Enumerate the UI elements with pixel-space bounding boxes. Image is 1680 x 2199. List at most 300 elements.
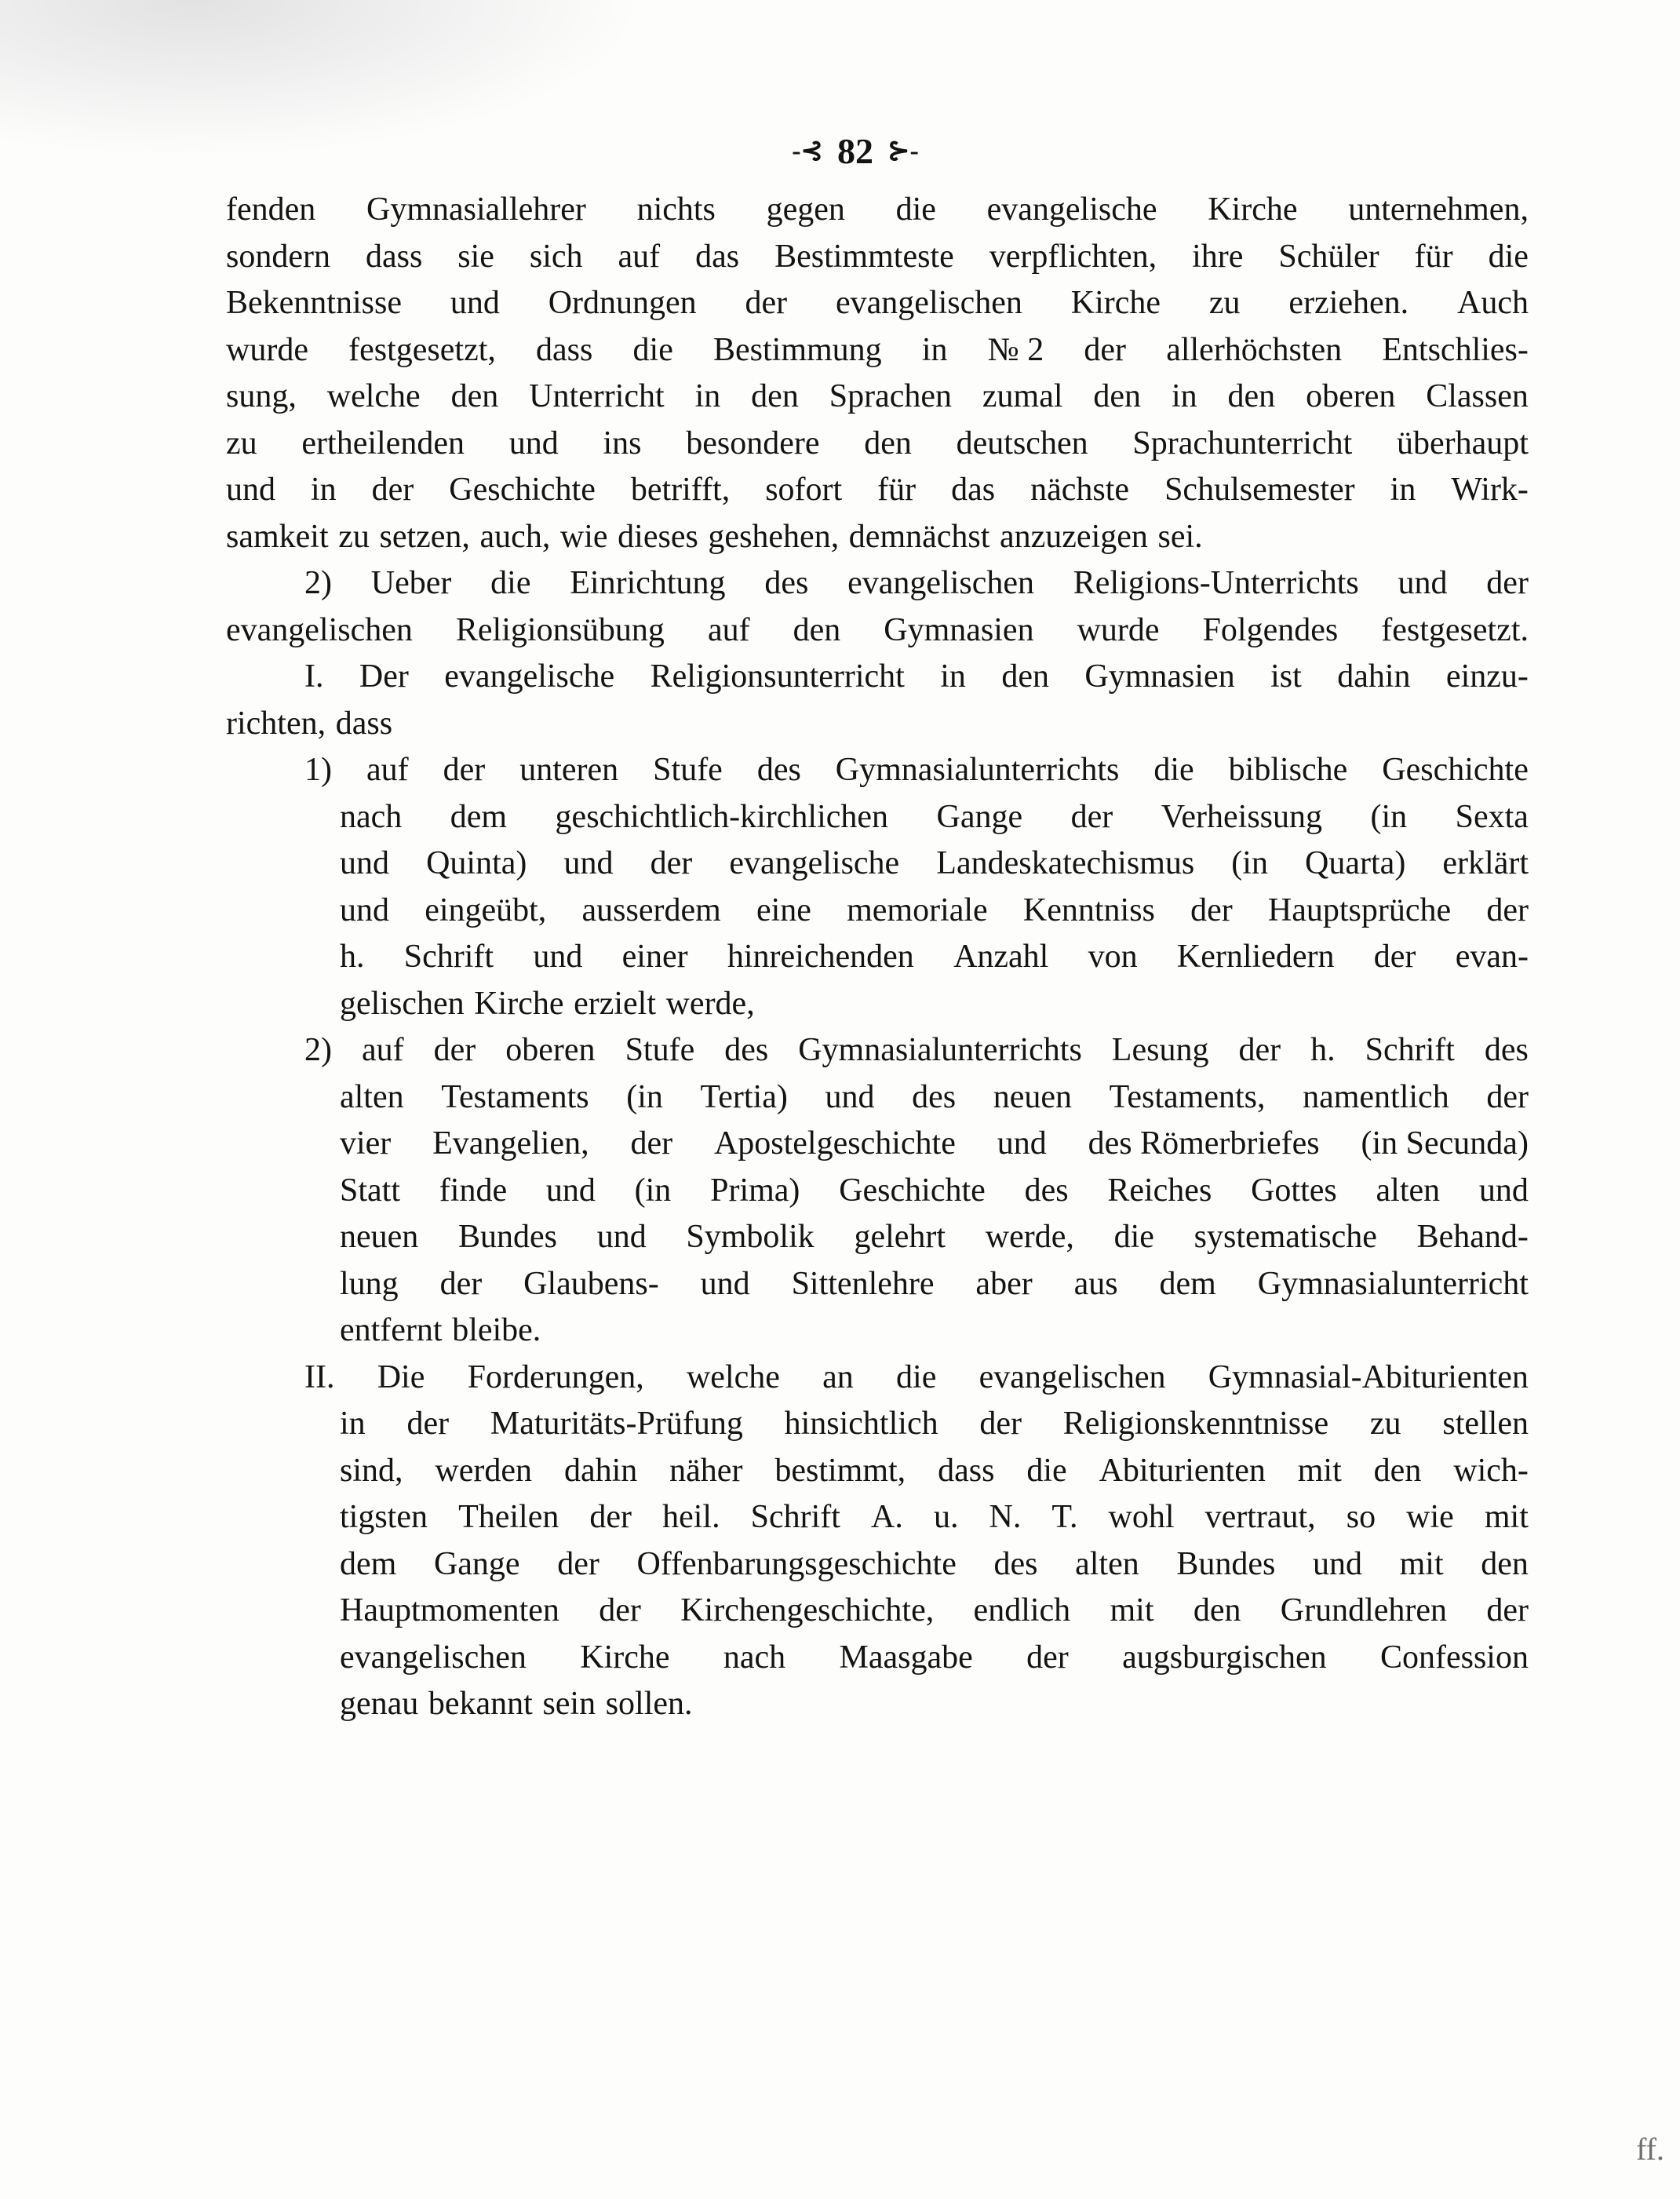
text-line — [226, 841, 1529, 888]
word: sie — [457, 238, 494, 275]
text-line — [226, 794, 1529, 841]
word: I. — [304, 658, 324, 695]
word: alten — [1376, 1172, 1441, 1209]
word: welche — [326, 378, 421, 414]
word: des — [1484, 1032, 1529, 1068]
word: endlich — [973, 1592, 1071, 1628]
word: neuen — [993, 1078, 1072, 1115]
word: Wirk- — [1451, 472, 1529, 508]
word: und — [596, 1219, 647, 1255]
word: festgesetzt, — [348, 331, 496, 368]
word: 1) — [304, 752, 332, 788]
word: Kernliedern — [1176, 939, 1335, 975]
word: evan- — [1455, 939, 1529, 975]
word: die — [1113, 1219, 1154, 1255]
word: die — [1153, 752, 1194, 788]
text-line — [226, 560, 1529, 607]
word: Gymnasialunterrichts — [835, 752, 1120, 788]
word: systematische — [1193, 1219, 1377, 1255]
word: so — [1346, 1499, 1376, 1535]
word: fenden — [226, 191, 316, 228]
word: der — [1190, 892, 1233, 928]
word: den — [1193, 1592, 1241, 1628]
word: Stufe — [653, 752, 723, 788]
word: anzuzeigen — [1000, 518, 1148, 555]
word: bestimmt, — [774, 1452, 906, 1489]
word: augsburgischen — [1122, 1639, 1327, 1676]
word: tigsten — [340, 1499, 428, 1535]
word: dem — [1159, 1265, 1216, 1302]
word: evangelische — [444, 658, 615, 695]
word: die — [632, 331, 673, 368]
text-line — [226, 421, 1529, 468]
word: die — [1488, 238, 1529, 275]
word: der — [1026, 1639, 1069, 1676]
word: stellen — [1442, 1406, 1529, 1442]
word: den — [450, 378, 499, 414]
word: namentlich — [1303, 1078, 1449, 1115]
word: welche — [686, 1358, 780, 1395]
word: Bundes — [458, 1219, 557, 1255]
word: gegen — [766, 191, 845, 228]
word: den — [751, 378, 799, 414]
word: evangelischen — [226, 611, 413, 648]
word: Gange — [936, 798, 1023, 835]
word: des — [912, 1078, 957, 1115]
word: deutschen — [956, 425, 1088, 461]
body-text — [226, 187, 1529, 1728]
word: werde, — [985, 1219, 1074, 1255]
word: Apostelgeschichte — [713, 1125, 956, 1161]
word: nächste — [1030, 472, 1130, 508]
word: (in — [626, 1078, 663, 1115]
word: Unterricht — [529, 378, 665, 414]
word: Glaubens- — [523, 1265, 659, 1302]
word: wohl — [1108, 1499, 1175, 1535]
word: Abiturienten — [1099, 1452, 1266, 1489]
word: der — [443, 752, 486, 788]
page-number-header — [730, 127, 981, 174]
text-line — [226, 514, 1529, 561]
text-line — [226, 934, 1529, 981]
word: Ueber — [370, 565, 452, 601]
word: des — [756, 752, 801, 788]
word: Bestimmteste — [774, 238, 954, 275]
word: dahin — [563, 1452, 638, 1489]
word: Gymnasialunterricht — [1257, 1265, 1529, 1302]
word: Gymnasialunterrichts — [798, 1032, 1082, 1068]
word: der — [371, 472, 414, 508]
word: der — [557, 1545, 599, 1582]
text-line — [226, 374, 1529, 421]
word: evangelische — [986, 191, 1157, 228]
word: der — [433, 1032, 476, 1068]
word: dass — [938, 1452, 995, 1489]
word: Anzahl — [953, 939, 1049, 975]
word: u. — [933, 1499, 959, 1535]
word: der — [1238, 1032, 1281, 1068]
word: der — [1486, 1592, 1529, 1628]
paper-stain — [0, 0, 643, 157]
word: Geschichte — [839, 1172, 986, 1209]
word: der — [1486, 892, 1529, 928]
word: Der — [359, 658, 409, 695]
word: das — [951, 472, 996, 508]
word: und — [533, 939, 583, 975]
word: Testaments — [441, 1078, 589, 1115]
word: Hauptsprüche — [1267, 892, 1452, 928]
word: evangelischen — [836, 285, 1022, 321]
text-line — [226, 187, 1529, 234]
word: in — [310, 472, 337, 508]
word: oberen — [505, 1032, 596, 1068]
word: Gottes — [1251, 1172, 1337, 1209]
word: Quarta) — [1305, 845, 1406, 881]
word: den — [1001, 658, 1049, 695]
word: Tertia) — [700, 1078, 788, 1115]
word: Symbolik — [686, 1219, 814, 1255]
word: Hauptmomenten — [340, 1592, 559, 1628]
word: des — [993, 1545, 1038, 1582]
word: auf — [707, 611, 750, 648]
word: Testaments, — [1109, 1078, 1266, 1115]
word: der — [1486, 565, 1529, 601]
word: und — [545, 1172, 596, 1209]
word: zu — [338, 518, 370, 555]
word: eine — [756, 892, 811, 928]
word: sollen. — [605, 1686, 693, 1722]
word: Theilen — [458, 1499, 559, 1535]
word: Bekenntnisse — [226, 285, 402, 321]
word: sich — [529, 238, 583, 275]
word: richten, — [226, 705, 326, 742]
word: ausserdem — [581, 892, 721, 928]
word: in — [694, 378, 721, 414]
word: den — [1373, 1452, 1422, 1489]
word: für — [877, 472, 917, 508]
word: Forderungen, — [467, 1358, 644, 1395]
word: Reiches — [1107, 1172, 1212, 1209]
word: evangelischen — [340, 1639, 527, 1676]
word: besondere — [686, 425, 820, 461]
word: Sexta — [1455, 798, 1529, 835]
text-line — [226, 1214, 1529, 1261]
word: Schrift — [1365, 1032, 1455, 1068]
word: Einrichtung — [570, 565, 726, 601]
word: sondern — [226, 238, 330, 275]
word: Schrift — [403, 939, 494, 975]
word: Geschichte — [1382, 752, 1529, 788]
word: Verheissung — [1161, 798, 1323, 835]
word: Gymnasiallehrer — [366, 191, 586, 228]
word: Religionsübung — [455, 611, 665, 648]
word: Entschlies- — [1382, 331, 1529, 368]
word: Religions-Unterrichts — [1073, 565, 1359, 601]
word: oberen — [1306, 378, 1396, 414]
word: nach — [340, 798, 403, 835]
word: dass — [536, 331, 593, 368]
word: und — [997, 1125, 1047, 1161]
word: Kirche — [1070, 285, 1161, 321]
word: ertheilenden — [301, 425, 465, 461]
word: memoriale — [847, 892, 988, 928]
word: sind, — [340, 1452, 403, 1489]
word: des Römerbriefes — [1088, 1125, 1320, 1161]
word: Sittenlehre — [791, 1265, 935, 1302]
word: der — [406, 1406, 450, 1442]
word: Schüler — [1278, 238, 1379, 275]
word: ins — [603, 425, 642, 461]
word: A. — [871, 1499, 903, 1535]
word: auf — [618, 238, 661, 275]
word: vertraut, — [1204, 1499, 1316, 1535]
ornament-left: -⊰ — [792, 137, 823, 166]
word: Quinta) — [426, 845, 527, 881]
word: auf — [362, 1032, 404, 1068]
word: zu — [1369, 1406, 1401, 1442]
text-line — [226, 1494, 1529, 1541]
word: nach — [723, 1639, 786, 1676]
word: der — [650, 845, 693, 881]
word: biblische — [1228, 752, 1348, 788]
word: betrifft, — [630, 472, 731, 508]
word: (in — [1231, 845, 1268, 881]
word: für — [1414, 238, 1453, 275]
word: finde — [439, 1172, 508, 1209]
word: alten — [340, 1078, 404, 1115]
word: auf — [366, 752, 409, 788]
word: nichts — [636, 191, 716, 228]
text-line — [226, 1121, 1529, 1168]
word: Gymnasial-Abiturienten — [1208, 1358, 1529, 1395]
word: unternehmen, — [1348, 191, 1529, 228]
word: der — [599, 1592, 641, 1628]
word: Schulsemester — [1164, 472, 1355, 508]
word: geshehen, — [708, 518, 840, 555]
word: Auch — [1457, 285, 1529, 321]
word: und — [340, 845, 389, 881]
word: in — [1390, 472, 1416, 508]
word: der — [1084, 331, 1127, 368]
word: den — [864, 425, 912, 461]
word: Schrift — [750, 1499, 840, 1535]
word: dem — [450, 798, 508, 835]
word: Statt — [340, 1172, 401, 1209]
word: überhaupt — [1397, 425, 1529, 461]
word: Kenntniss — [1022, 892, 1155, 928]
word: wie — [1406, 1499, 1454, 1535]
word: Offenbarungsgeschichte — [636, 1545, 957, 1582]
word: die — [1026, 1452, 1067, 1489]
word: Gymnasien — [884, 611, 1034, 648]
word: in — [940, 658, 966, 695]
word: N. — [989, 1499, 1022, 1535]
word: und — [825, 1078, 875, 1115]
text-line — [226, 1681, 1529, 1728]
text-line — [226, 1307, 1529, 1355]
word: sung, — [226, 378, 297, 414]
word: (in — [634, 1172, 672, 1209]
word: sein — [542, 1686, 596, 1722]
word: aus — [1073, 1265, 1118, 1302]
word: einzu- — [1445, 658, 1529, 695]
word: gelischen — [340, 985, 465, 1022]
word: evangelischen — [978, 1358, 1166, 1395]
word: (in Secunda) — [1361, 1125, 1529, 1161]
word: unteren — [519, 752, 619, 788]
word: Kirche — [474, 985, 564, 1022]
word: und — [1313, 1545, 1362, 1582]
word: den — [1481, 1545, 1529, 1582]
word: der — [1486, 1078, 1529, 1115]
corner-mark: ff. — [1636, 2132, 1664, 2167]
word: und — [700, 1265, 750, 1302]
word: wurde — [226, 331, 308, 368]
word: das — [695, 238, 740, 275]
text-line — [226, 888, 1529, 935]
word: einer — [621, 939, 688, 975]
word: eingeübt, — [425, 892, 547, 928]
word: die — [895, 191, 936, 228]
word: der — [745, 285, 788, 321]
text-line — [226, 1074, 1529, 1121]
word: hinsichtlich — [784, 1406, 938, 1442]
word: 2) — [304, 565, 332, 601]
word: und — [1478, 1172, 1529, 1209]
text-line — [226, 1168, 1529, 1215]
word: in — [921, 331, 948, 368]
word: Geschichte — [449, 472, 596, 508]
word: Sprachen — [829, 378, 952, 414]
word: wurde — [1077, 611, 1160, 648]
word: der — [1373, 939, 1416, 975]
word: an — [822, 1358, 854, 1395]
word: Stufe — [625, 1032, 695, 1068]
word: mit — [1399, 1545, 1444, 1582]
word: geschichtlich-kirchlichen — [555, 798, 889, 835]
word: Religionskenntnisse — [1062, 1406, 1329, 1442]
word: Kirche — [580, 1639, 670, 1676]
word: heil. — [662, 1499, 720, 1535]
word: der — [630, 1125, 673, 1161]
word: T. — [1051, 1499, 1078, 1535]
word: festgesetzt. — [1381, 611, 1529, 648]
ornament-right: ⊱- — [887, 137, 919, 166]
word: Die — [377, 1358, 425, 1395]
word: Bundes — [1176, 1545, 1276, 1582]
word: genau — [340, 1686, 419, 1722]
word: setzen, — [379, 518, 470, 555]
word: Landeskatechismus — [936, 845, 1195, 881]
word: entfernt — [340, 1312, 443, 1348]
word: Kirche — [1208, 191, 1298, 228]
word: aber — [975, 1265, 1033, 1302]
text-line — [226, 654, 1529, 701]
word: der — [979, 1406, 1022, 1442]
word: und — [1398, 565, 1448, 601]
word: Confession — [1379, 1639, 1529, 1676]
word: Evangelien, — [432, 1125, 589, 1161]
word: Religionsunterricht — [650, 658, 905, 695]
word: Classen — [1426, 378, 1529, 414]
text-line — [226, 234, 1529, 281]
word: von — [1088, 939, 1138, 975]
word: Gymnasien — [1084, 658, 1235, 695]
word: h. — [340, 939, 365, 975]
word: auch, — [479, 518, 551, 555]
word: die — [490, 565, 531, 601]
word: Maturitäts-Prüfung — [490, 1406, 743, 1442]
word: zu — [226, 425, 257, 461]
word: des — [764, 565, 809, 601]
word: bekannt — [428, 1686, 533, 1722]
word: Bestimmung — [713, 331, 882, 368]
word: näher — [669, 1452, 743, 1489]
word: des — [1024, 1172, 1069, 1209]
word: und — [226, 472, 275, 508]
text-line — [226, 467, 1529, 514]
word: allerhöchsten — [1166, 331, 1343, 368]
word: Grundlehren — [1280, 1592, 1448, 1628]
word: dahin — [1337, 658, 1411, 695]
word: evangelischen — [847, 565, 1035, 601]
word: evangelische — [729, 845, 900, 881]
word: h. — [1310, 1032, 1336, 1068]
word: mit — [1484, 1499, 1529, 1535]
word: den — [793, 611, 841, 648]
word: demnächst — [848, 518, 990, 555]
word: der — [439, 1265, 483, 1302]
word: in — [340, 1406, 366, 1442]
word: gelehrt — [854, 1219, 946, 1255]
text-line — [226, 1635, 1529, 1682]
word: dass — [335, 705, 393, 742]
word: dem — [340, 1545, 397, 1582]
word: und — [340, 892, 389, 928]
word: wie — [559, 518, 608, 555]
word: (in — [1370, 798, 1408, 835]
text-line — [226, 747, 1529, 794]
text-line — [226, 1355, 1529, 1402]
text-line — [226, 1261, 1529, 1308]
word: der — [1070, 798, 1113, 835]
word: Folgendes — [1202, 611, 1339, 648]
text-line — [226, 1541, 1529, 1588]
word: wich- — [1453, 1452, 1529, 1489]
text-line — [226, 1027, 1529, 1074]
word: dass — [365, 238, 423, 275]
word: den — [1093, 378, 1142, 414]
word: werden — [435, 1452, 533, 1489]
word: vier — [340, 1125, 392, 1161]
word: Kirchengeschichte, — [680, 1592, 935, 1628]
word: erziehen. — [1288, 285, 1409, 321]
word: erklärt — [1442, 845, 1529, 881]
word: bleibe. — [452, 1312, 541, 1348]
word: Sprachunterricht — [1132, 425, 1353, 461]
text-line — [226, 701, 1529, 748]
word: der — [589, 1499, 632, 1535]
word: mit — [1297, 1452, 1342, 1489]
word: lung — [340, 1265, 399, 1302]
word: den — [1227, 378, 1276, 414]
word: werde, — [665, 985, 755, 1022]
page-number: 82 — [837, 130, 873, 171]
word: Maasgabe — [839, 1639, 973, 1676]
word: sofort — [765, 472, 843, 508]
word: dieses — [618, 518, 698, 555]
text-line — [226, 280, 1529, 327]
